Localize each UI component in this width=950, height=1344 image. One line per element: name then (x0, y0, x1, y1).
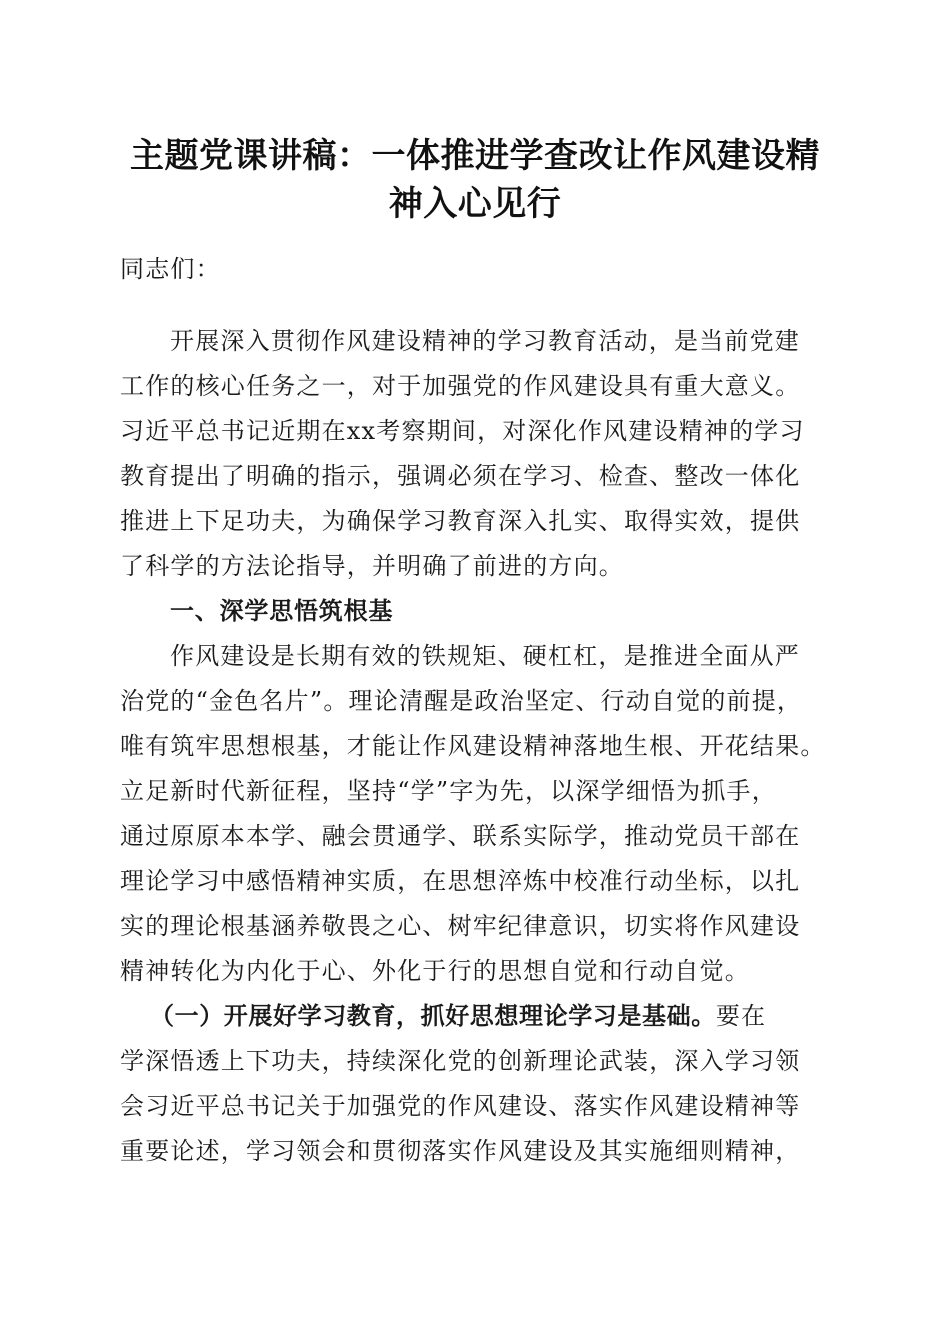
intro-line: 工作的核心任务之一，对于加强党的作风建设具有重大意义。 (120, 372, 801, 400)
section-body-line: 治党的“金色名片”。理论清醒是政治坚定、行动自觉的前提， (120, 687, 803, 715)
section-heading: 一、深学思悟筑根基 (170, 597, 394, 625)
document-title (100, 132, 850, 228)
subsection-body-line: 学深悟透上下功夫，持续深化党的创新理论武装，深入学习领 (120, 1047, 801, 1075)
section-body-line: 立足新时代新征程，坚持“学”字为先，以深学细悟为抓手， (120, 777, 777, 805)
section-body-line: 实的理论根基涵养敬畏之心、树牢纪律意识，切实将作风建设 (120, 912, 801, 940)
subsection-first-line (150, 1001, 766, 1031)
intro-line: 推进上下足功夫，为确保学习教育深入扎实、取得实效，提供 (120, 507, 801, 535)
subsection-heading: （一）开展好学习教育，抓好思想理论学习是基础。 (150, 1002, 716, 1030)
title-line-1: 主题党课讲稿：一体推进学查改让作风建设精 (130, 136, 820, 176)
section-body-line: 作风建设是长期有效的铁规矩、硬杠杠，是推进全面从严 (170, 642, 800, 670)
intro-line: 开展深入贯彻作风建设精神的学习教育活动，是当前党建 (170, 327, 800, 355)
subsection-body-line: 重要论述，学习领会和贯彻落实作风建设及其实施细则精神， (120, 1137, 801, 1165)
section-body-line: 通过原原本本学、融会贯通学、联系实际学，推动党员干部在 (120, 822, 801, 850)
title-line-2: 神入心见行 (388, 184, 562, 224)
intro-line: 了科学的方法论指导，并明确了前进的方向。 (120, 552, 624, 580)
intro-line: 习近平总书记近期在xx考察期间，对深化作风建设精神的学习 (120, 417, 805, 445)
section-body-line: 唯有筑牢思想根基，才能让作风建设精神落地生根、开花结果。 (120, 732, 826, 760)
salutation: 同志们： (120, 255, 221, 283)
intro-line: 教育提出了明确的指示，强调必须在学习、检查、整改一体化 (120, 462, 801, 490)
section-body-line: 理论学习中感悟精神实质，在思想淬炼中校准行动坐标，以扎 (120, 867, 801, 895)
subsection-body-line: 会习近平总书记关于加强党的作风建设、落实作风建设精神等 (120, 1092, 801, 1120)
subsection-text: 要在 (715, 1002, 767, 1030)
section-body-line: 精神转化为内化于心、外化于行的思想自觉和行动自觉。 (120, 957, 750, 985)
